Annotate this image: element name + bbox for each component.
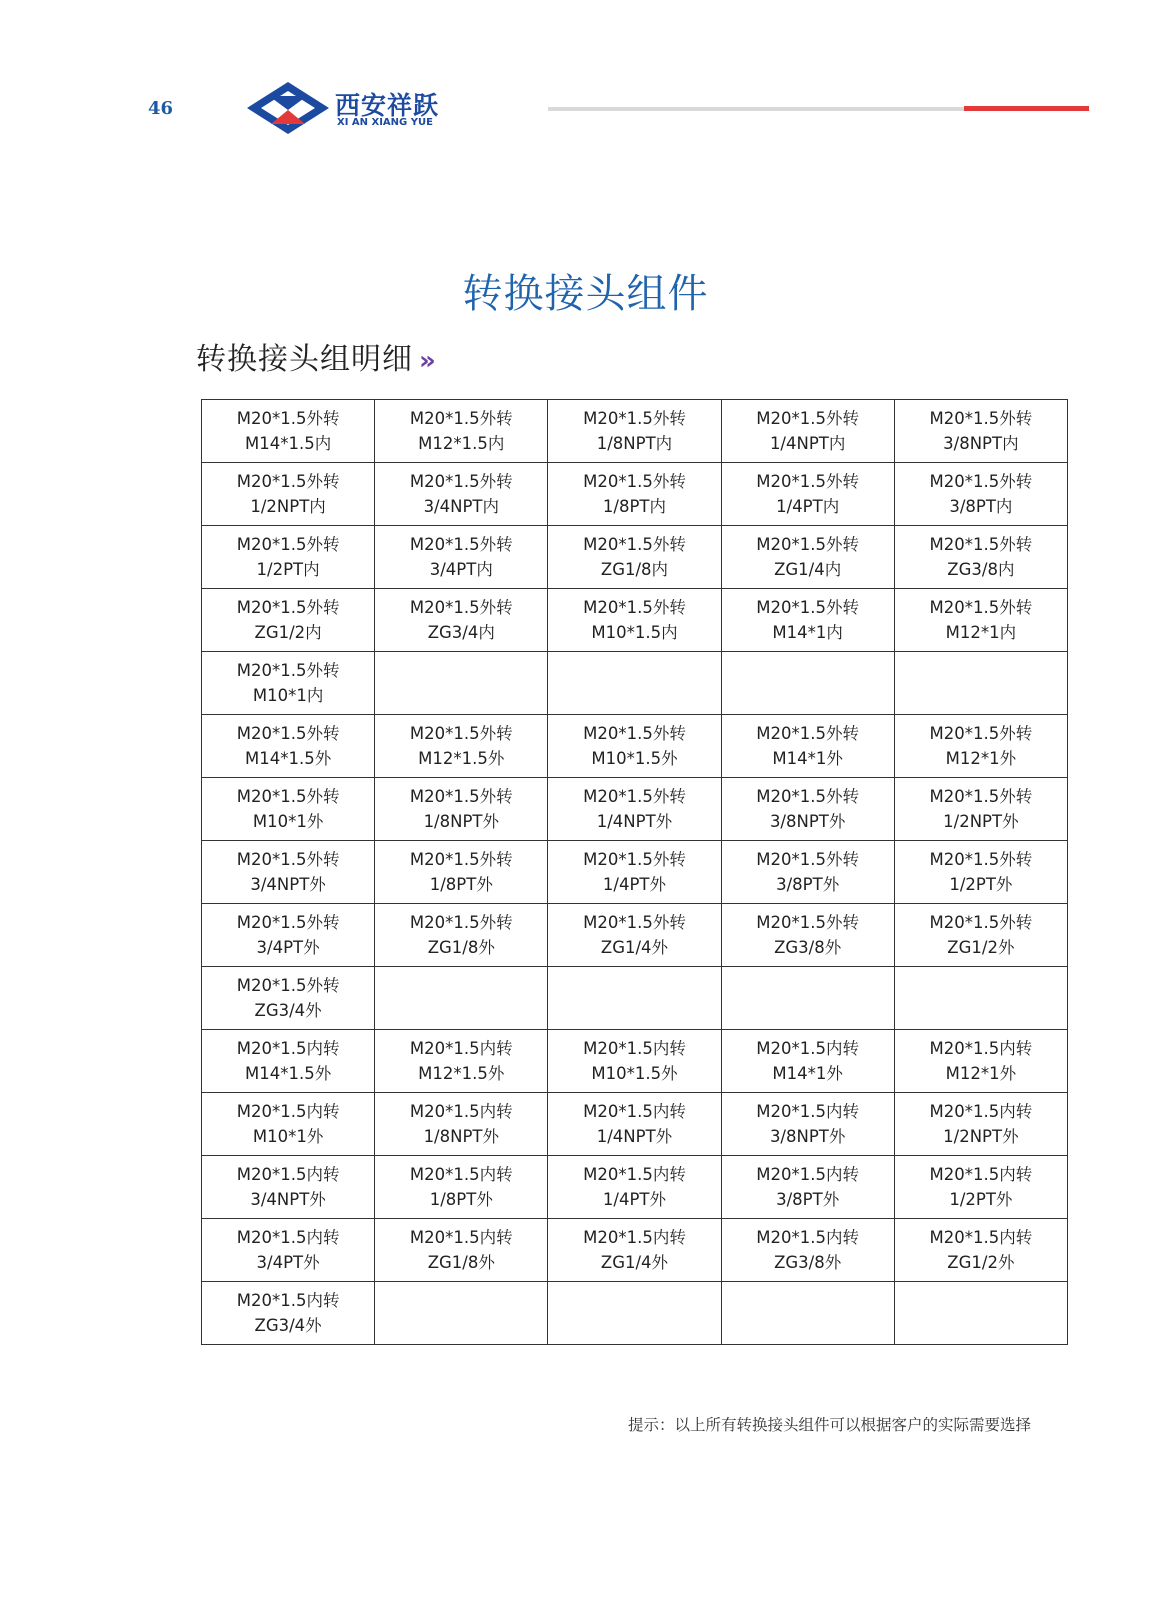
cell-source-thread: M20*1.5外转 xyxy=(929,409,1033,428)
cell-source-thread: M20*1.5外转 xyxy=(409,913,513,932)
cell-target-thread: ZG1/2内 xyxy=(254,623,322,642)
cell-target-thread: 1/8PT内 xyxy=(602,497,667,516)
table-cell xyxy=(202,715,375,778)
table-cell-empty xyxy=(721,967,894,1030)
page-title: 转换接头组件 xyxy=(462,271,709,317)
cell-source-thread: M20*1.5外转 xyxy=(929,913,1033,932)
table-cell xyxy=(375,526,548,589)
table-cell xyxy=(202,1156,375,1219)
cell-target-thread: ZG1/8外 xyxy=(427,938,495,957)
table-cell xyxy=(894,841,1067,904)
cell-target-thread: 3/4NPT外 xyxy=(250,875,326,894)
cell-target-thread: ZG1/8外 xyxy=(427,1253,495,1272)
cell-target-thread: M12*1内 xyxy=(945,623,1017,642)
cell-source-thread: M20*1.5外转 xyxy=(409,535,513,554)
table-cell-empty xyxy=(894,967,1067,1030)
cell-target-thread: 1/8NPT外 xyxy=(423,812,499,831)
table-cell xyxy=(721,400,894,463)
table-cell xyxy=(548,1093,721,1156)
table-cell-empty xyxy=(894,652,1067,715)
table-cell xyxy=(375,778,548,841)
section-heading-text: 转换接头组明细 xyxy=(196,342,413,377)
cell-target-thread: 1/2NPT外 xyxy=(943,1127,1019,1146)
cell-source-thread: M20*1.5外转 xyxy=(409,850,513,869)
table-cell xyxy=(202,841,375,904)
cell-source-thread: M20*1.5外转 xyxy=(236,598,340,617)
table-cell xyxy=(375,1093,548,1156)
footnote: 提示：以上所有转换接头组件可以根据客户的实际需要选择 xyxy=(628,1416,1032,1434)
cell-target-thread: M10*1外 xyxy=(252,812,324,831)
cell-source-thread: M20*1.5外转 xyxy=(756,472,860,491)
cell-target-thread: ZG1/4外 xyxy=(600,1253,669,1272)
table-cell xyxy=(548,841,721,904)
table-cell-empty xyxy=(375,1282,548,1345)
table-row xyxy=(202,526,1068,589)
cell-target-thread: 3/4NPT内 xyxy=(423,497,499,516)
cell-source-thread: M20*1.5内转 xyxy=(756,1102,860,1121)
cell-target-thread: ZG3/8外 xyxy=(774,938,842,957)
cell-target-thread: ZG3/4内 xyxy=(427,623,495,642)
cell-source-thread: M20*1.5外转 xyxy=(929,850,1033,869)
header-rule-accent xyxy=(964,106,1089,111)
cell-source-thread: M20*1.5外转 xyxy=(756,787,860,806)
cell-target-thread: 3/8PT内 xyxy=(949,497,1013,516)
table-cell xyxy=(202,778,375,841)
table-cell xyxy=(894,715,1067,778)
cell-source-thread: M20*1.5内转 xyxy=(236,1228,340,1247)
cell-source-thread: M20*1.5外转 xyxy=(583,472,686,491)
cell-target-thread: 1/4NPT内 xyxy=(769,434,846,453)
cell-target-thread: M10*1内 xyxy=(252,686,324,705)
table-cell xyxy=(202,967,375,1030)
table-cell xyxy=(548,1156,721,1219)
cell-source-thread: M20*1.5外转 xyxy=(756,724,860,743)
table-cell-empty xyxy=(375,652,548,715)
table-cell xyxy=(375,1156,548,1219)
table-row xyxy=(202,1093,1068,1156)
cell-target-thread: 3/8PT外 xyxy=(776,875,840,894)
cell-target-thread: M10*1.5内 xyxy=(591,623,678,642)
table-cell xyxy=(202,463,375,526)
cell-source-thread: M20*1.5内转 xyxy=(583,1039,686,1058)
table-row xyxy=(202,652,1068,715)
cell-source-thread: M20*1.5外转 xyxy=(236,724,340,743)
cell-target-thread: M12*1外 xyxy=(945,749,1017,768)
table-cell xyxy=(721,715,894,778)
adapter-spec-table xyxy=(201,399,1068,1345)
cell-target-thread: 1/4PT外 xyxy=(602,875,667,894)
table-row xyxy=(202,1030,1068,1093)
cell-target-thread: ZG1/4内 xyxy=(774,560,842,579)
cell-target-thread: 3/4PT外 xyxy=(256,1253,320,1272)
cell-source-thread: M20*1.5外转 xyxy=(583,787,686,806)
section-heading xyxy=(196,334,437,378)
page-number: 46 xyxy=(148,98,174,119)
table-cell xyxy=(548,589,721,652)
cell-source-thread: M20*1.5外转 xyxy=(409,409,513,428)
table-cell xyxy=(202,652,375,715)
table-cell xyxy=(202,1093,375,1156)
table-cell xyxy=(894,1030,1067,1093)
table-cell xyxy=(721,463,894,526)
cell-target-thread: 1/8NPT外 xyxy=(423,1127,499,1146)
table-row xyxy=(202,589,1068,652)
table-cell xyxy=(894,400,1067,463)
cell-target-thread: M10*1外 xyxy=(252,1127,324,1146)
table-row xyxy=(202,463,1068,526)
table-cell xyxy=(721,1219,894,1282)
table-cell xyxy=(894,1093,1067,1156)
cell-target-thread: 1/4PT外 xyxy=(602,1190,667,1209)
cell-target-thread: 1/4NPT外 xyxy=(596,1127,673,1146)
table-cell xyxy=(548,1219,721,1282)
cell-source-thread: M20*1.5内转 xyxy=(409,1165,513,1184)
table-cell xyxy=(894,778,1067,841)
cell-target-thread: 1/2NPT外 xyxy=(943,812,1019,831)
table-cell-empty xyxy=(721,1282,894,1345)
cell-target-thread: M10*1.5外 xyxy=(591,749,678,768)
cell-target-thread: M14*1外 xyxy=(772,749,843,768)
cell-target-thread: M14*1.5外 xyxy=(244,1064,332,1083)
cell-target-thread: ZG1/2外 xyxy=(947,938,1015,957)
cell-source-thread: M20*1.5内转 xyxy=(236,1165,340,1184)
table-cell xyxy=(548,904,721,967)
cell-target-thread: M12*1.5外 xyxy=(418,749,505,768)
table-row xyxy=(202,715,1068,778)
table-cell xyxy=(375,715,548,778)
cell-source-thread: M20*1.5内转 xyxy=(756,1039,860,1058)
table-cell xyxy=(721,526,894,589)
table-row xyxy=(202,778,1068,841)
table-cell xyxy=(375,841,548,904)
cell-target-thread: M14*1.5内 xyxy=(244,434,332,453)
table-cell xyxy=(894,1156,1067,1219)
cell-source-thread: M20*1.5外转 xyxy=(236,535,340,554)
cell-source-thread: M20*1.5外转 xyxy=(929,724,1033,743)
cell-target-thread: 1/2PT内 xyxy=(256,560,320,579)
cell-source-thread: M20*1.5外转 xyxy=(583,409,686,428)
logo-english-name: XI AN XIANG YUE xyxy=(337,117,433,128)
table-cell xyxy=(721,589,894,652)
logo-chinese-name: 西安祥跃 xyxy=(335,91,440,120)
cell-target-thread: 1/4PT内 xyxy=(776,497,840,516)
table-cell xyxy=(548,778,721,841)
cell-source-thread: M20*1.5内转 xyxy=(756,1228,860,1247)
cell-source-thread: M20*1.5内转 xyxy=(583,1228,686,1247)
table-row xyxy=(202,841,1068,904)
cell-source-thread: M20*1.5外转 xyxy=(583,913,686,932)
cell-source-thread: M20*1.5内转 xyxy=(409,1039,513,1058)
cell-target-thread: M14*1.5外 xyxy=(244,749,332,768)
table-cell xyxy=(202,589,375,652)
table-cell xyxy=(721,904,894,967)
cell-target-thread: M12*1外 xyxy=(945,1064,1017,1083)
table-cell xyxy=(894,526,1067,589)
table-cell-empty xyxy=(721,652,894,715)
cell-target-thread: 1/2PT外 xyxy=(949,1190,1013,1209)
table-cell xyxy=(202,1219,375,1282)
cell-target-thread: 3/4NPT外 xyxy=(250,1190,326,1209)
cell-source-thread: M20*1.5外转 xyxy=(409,598,513,617)
cell-source-thread: M20*1.5外转 xyxy=(929,598,1033,617)
cell-source-thread: M20*1.5外转 xyxy=(409,787,513,806)
header-rule xyxy=(548,107,964,111)
table-row xyxy=(202,904,1068,967)
table-cell xyxy=(894,904,1067,967)
cell-source-thread: M20*1.5内转 xyxy=(409,1102,513,1121)
table-row xyxy=(202,1219,1068,1282)
cell-source-thread: M20*1.5外转 xyxy=(756,535,860,554)
cell-target-thread: ZG1/8内 xyxy=(600,560,669,579)
cell-target-thread: 3/8NPT外 xyxy=(769,812,846,831)
cell-target-thread: 1/8PT外 xyxy=(429,875,493,894)
cell-source-thread: M20*1.5外转 xyxy=(236,409,340,428)
cell-source-thread: M20*1.5外转 xyxy=(236,787,340,806)
cell-target-thread: M10*1.5外 xyxy=(591,1064,678,1083)
cell-source-thread: M20*1.5外转 xyxy=(756,850,860,869)
table-cell xyxy=(721,1093,894,1156)
table-cell xyxy=(375,1030,548,1093)
cell-source-thread: M20*1.5内转 xyxy=(236,1039,340,1058)
table-cell-empty xyxy=(894,1282,1067,1345)
cell-target-thread: 3/4PT外 xyxy=(256,938,320,957)
cell-target-thread: M14*1外 xyxy=(772,1064,843,1083)
table-cell xyxy=(375,400,548,463)
table-cell xyxy=(721,1030,894,1093)
cell-target-thread: ZG3/4外 xyxy=(254,1001,322,1020)
cell-source-thread: M20*1.5外转 xyxy=(929,472,1033,491)
cell-source-thread: M20*1.5外转 xyxy=(236,850,340,869)
cell-target-thread: ZG1/2外 xyxy=(947,1253,1015,1272)
cell-target-thread: M12*1.5外 xyxy=(418,1064,505,1083)
cell-source-thread: M20*1.5外转 xyxy=(236,472,340,491)
cell-target-thread: ZG3/8外 xyxy=(774,1253,842,1272)
cell-source-thread: M20*1.5内转 xyxy=(929,1165,1033,1184)
cell-target-thread: M14*1内 xyxy=(772,623,843,642)
company-logo xyxy=(245,80,455,136)
cell-source-thread: M20*1.5外转 xyxy=(756,409,860,428)
table-cell xyxy=(721,841,894,904)
cell-source-thread: M20*1.5外转 xyxy=(409,472,513,491)
table-cell-empty xyxy=(548,1282,721,1345)
cell-source-thread: M20*1.5外转 xyxy=(236,913,340,932)
cell-target-thread: M12*1.5内 xyxy=(418,434,505,453)
cell-source-thread: M20*1.5外转 xyxy=(236,976,340,995)
table-cell xyxy=(894,463,1067,526)
cell-target-thread: 3/4PT内 xyxy=(429,560,493,579)
table-cell-empty xyxy=(548,652,721,715)
cell-source-thread: M20*1.5外转 xyxy=(236,661,340,680)
table-row xyxy=(202,1156,1068,1219)
cell-source-thread: M20*1.5外转 xyxy=(583,850,686,869)
table-cell xyxy=(894,589,1067,652)
cell-source-thread: M20*1.5内转 xyxy=(583,1165,686,1184)
logo-mark-icon xyxy=(245,80,331,136)
cell-target-thread: 3/8PT外 xyxy=(776,1190,840,1209)
cell-source-thread: M20*1.5内转 xyxy=(236,1291,340,1310)
cell-source-thread: M20*1.5外转 xyxy=(929,787,1033,806)
cell-target-thread: 1/8NPT内 xyxy=(596,434,673,453)
cell-source-thread: M20*1.5内转 xyxy=(583,1102,686,1121)
table-cell xyxy=(375,904,548,967)
table-cell xyxy=(375,589,548,652)
table-cell xyxy=(202,400,375,463)
cell-source-thread: M20*1.5外转 xyxy=(583,535,686,554)
cell-target-thread: 1/2PT外 xyxy=(949,875,1013,894)
cell-source-thread: M20*1.5外转 xyxy=(583,724,686,743)
table-cell xyxy=(721,778,894,841)
cell-target-thread: ZG1/4外 xyxy=(600,938,669,957)
double-chevron-right-icon: » xyxy=(419,346,437,376)
cell-source-thread: M20*1.5外转 xyxy=(929,535,1033,554)
cell-target-thread: 3/8NPT外 xyxy=(769,1127,846,1146)
table-cell xyxy=(375,463,548,526)
table-cell xyxy=(548,463,721,526)
table-cell xyxy=(548,1030,721,1093)
cell-source-thread: M20*1.5外转 xyxy=(583,598,686,617)
cell-source-thread: M20*1.5外转 xyxy=(409,724,513,743)
cell-target-thread: ZG3/8内 xyxy=(947,560,1015,579)
cell-source-thread: M20*1.5内转 xyxy=(929,1102,1033,1121)
cell-target-thread: ZG3/4外 xyxy=(254,1316,322,1335)
table-cell xyxy=(375,1219,548,1282)
table-row xyxy=(202,400,1068,463)
table-cell xyxy=(894,1219,1067,1282)
table-row xyxy=(202,967,1068,1030)
table-cell xyxy=(548,400,721,463)
cell-source-thread: M20*1.5内转 xyxy=(929,1039,1033,1058)
table-cell xyxy=(721,1156,894,1219)
cell-target-thread: 1/8PT外 xyxy=(429,1190,493,1209)
cell-source-thread: M20*1.5内转 xyxy=(236,1102,340,1121)
cell-source-thread: M20*1.5外转 xyxy=(756,913,860,932)
table-cell xyxy=(548,526,721,589)
table-cell xyxy=(548,715,721,778)
table-row xyxy=(202,1282,1068,1345)
cell-source-thread: M20*1.5内转 xyxy=(929,1228,1033,1247)
cell-target-thread: 1/2NPT内 xyxy=(250,497,326,516)
table-cell-empty xyxy=(548,967,721,1030)
cell-target-thread: 1/4NPT外 xyxy=(596,812,673,831)
table-cell xyxy=(202,1030,375,1093)
table-cell xyxy=(202,904,375,967)
table-cell xyxy=(202,1282,375,1345)
cell-source-thread: M20*1.5外转 xyxy=(756,598,860,617)
cell-source-thread: M20*1.5内转 xyxy=(756,1165,860,1184)
cell-source-thread: M20*1.5内转 xyxy=(409,1228,513,1247)
table-cell-empty xyxy=(375,967,548,1030)
table-cell xyxy=(202,526,375,589)
cell-target-thread: 3/8NPT内 xyxy=(943,434,1019,453)
